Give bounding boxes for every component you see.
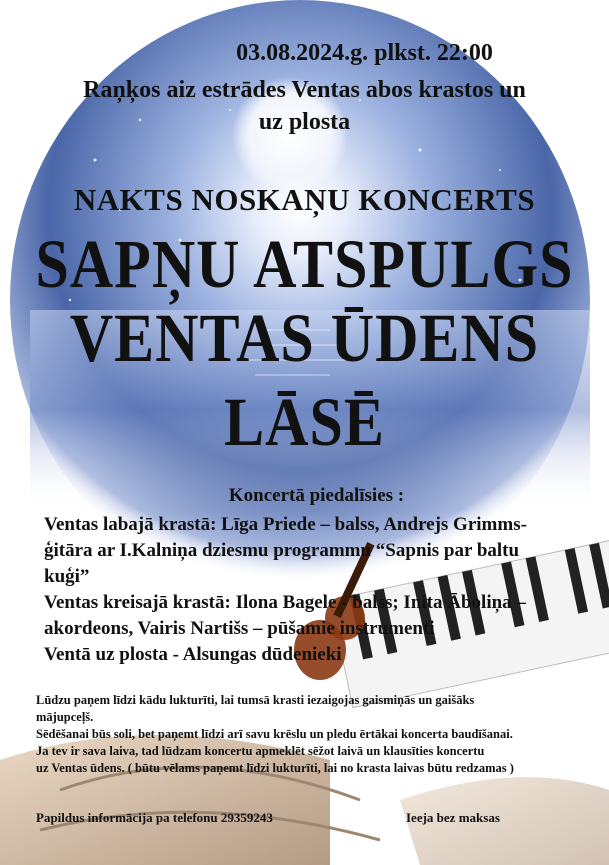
- raft-line: Ventā uz plosta - Alsungas dūdenieki: [44, 644, 342, 665]
- title-line-1: SAPŅU ATSPULGS: [35, 225, 574, 302]
- note-line-3: Sēdēšanai būs soli, bet paņemt līdzi arī savu krēslu un pledu ērtākai koncerta baudīšanai.: [36, 727, 513, 741]
- title-line-3: LĀSĒ: [224, 383, 385, 460]
- event-kicker: NAKTS NOSKAŅU KONCERTS: [73, 182, 536, 217]
- right-bank-line-1: Ventas labajā krastā: Līga Priede – balss, Andrejs Grimms-: [44, 514, 527, 535]
- left-bank-line-1: Ventas kreisajā krastā: Ilona Bagele - balss; Inita Āboliņa –: [44, 592, 526, 613]
- right-bank-line-3: kuģi”: [44, 566, 90, 587]
- notes-block: [36, 692, 596, 777]
- place-line-2: uz plosta: [258, 109, 351, 135]
- event-date-time: 03.08.2024.g. plkst. 22:00: [236, 40, 493, 66]
- event-place: [0, 74, 609, 138]
- footer-entry: Ieeja bez maksas: [406, 810, 500, 825]
- note-line-2: mājupceļš.: [36, 710, 94, 724]
- right-bank-line-2: ģitāra ar I.Kalniņa dziesmu programmu “Sapnis par baltu: [44, 540, 520, 561]
- footer-info: Papildus informācija pa telefonu 29359243: [36, 810, 273, 825]
- note-line-4: Ja tev ir sava laiva, tad lūdzam koncertu apmeklēt sēžot laivā un klausīties koncertu: [36, 744, 485, 758]
- note-line-1: Lūdzu paņem līdzi kādu lukturīti, lai tumsā krasti iezaigojas gaismiņās un gaišāks: [36, 693, 475, 707]
- left-bank-line-2: akordeons, Vairis Nartišs – pūšamie instrumenti: [44, 618, 435, 639]
- title-line-2: VENTAS ŪDENS: [69, 299, 540, 376]
- participants-header: Koncertā piedalīsies :: [228, 485, 405, 506]
- place-line-1: Raņķos aiz estrādes Ventas abos krastos un: [83, 77, 526, 103]
- note-line-5: uz Ventas ūdens. ( būtu vēlams paņemt līdzi lukturīti, lai no krasta laivas būtu redzamas ): [36, 761, 514, 775]
- participants-list: [44, 512, 584, 668]
